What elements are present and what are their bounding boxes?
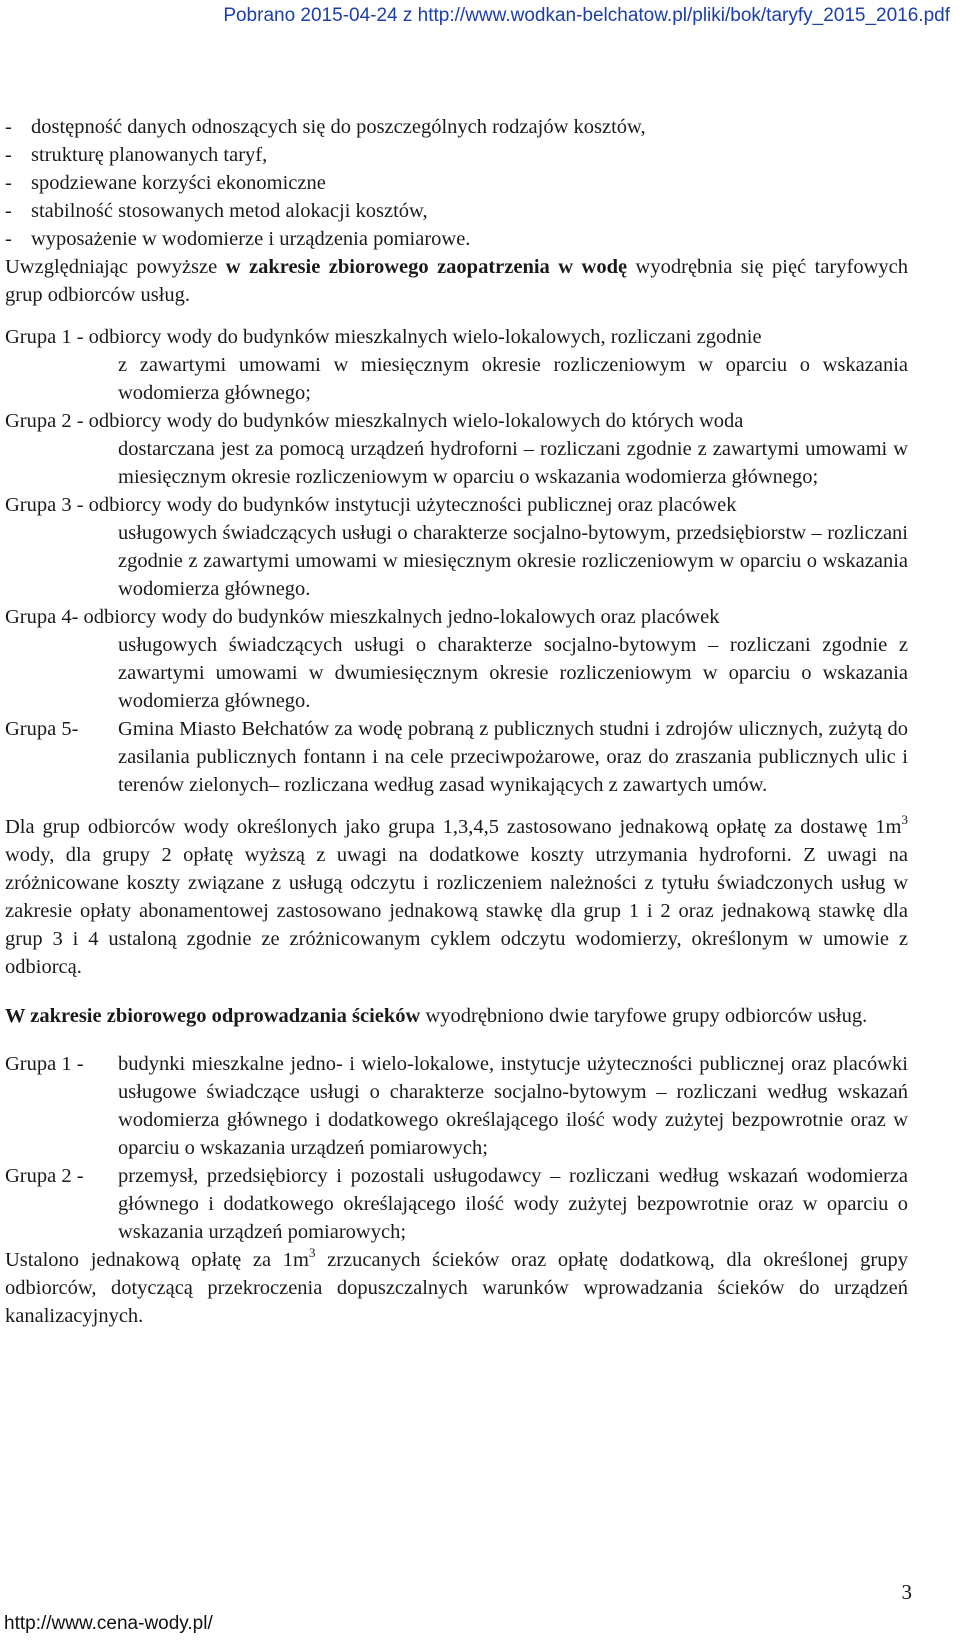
bullet-dash: - bbox=[5, 200, 12, 222]
page-number: 3 bbox=[901, 1580, 912, 1604]
group-text: przemysł, przedsiębiorcy i pozostali usługodawcy – rozliczani według wskazań wodomierza głównego i dodatkowego określającego ilość wody zużytej bezpowrotnie oraz w oparciu o wskazania urządzeń pomiarowych; bbox=[118, 1165, 908, 1243]
list-item-text: wyposażenie w wodomierze i urządzenia pomiarowe. bbox=[31, 228, 471, 250]
footer-url: http://www.cena-wody.pl/ bbox=[4, 1613, 213, 1634]
list-item bbox=[5, 141, 908, 169]
water-group-1 bbox=[5, 323, 908, 407]
group-text: z zawartymi umowami w miesięcznym okresie rozliczeniowym w oparciu o wskazania wodomierza głównego; bbox=[118, 354, 908, 404]
intro-bold: w zakresie zbiorowego zaopatrzenia w wodę bbox=[225, 256, 628, 278]
bullet-dash: - bbox=[5, 228, 12, 250]
water-group-4 bbox=[5, 603, 908, 715]
bullet-dash: - bbox=[5, 116, 12, 138]
group-label: Grupa 2 - bbox=[5, 1165, 84, 1187]
list-item-text: dostępność danych odnoszących się do poszczególnych rodzajów kosztów, bbox=[31, 116, 646, 138]
water-group-2 bbox=[5, 407, 908, 491]
list-item-text: stabilność stosowanych metod alokacji kosztów, bbox=[31, 200, 428, 222]
water-group-5 bbox=[5, 715, 908, 799]
list-item-text: spodziewane korzyści ekonomiczne bbox=[31, 172, 326, 194]
group-text: dostarczana jest za pomocą urządzeń hydroforni – rozliczani zgodnie z zawartymi umowami w miesięcznym okresie rozliczeniowym w oparciu o wskazania wodomierza głównego; bbox=[118, 438, 908, 488]
list-item bbox=[5, 225, 908, 253]
bullet-dash: - bbox=[5, 144, 12, 166]
list-item bbox=[5, 169, 908, 197]
superscript: 3 bbox=[308, 1245, 316, 1261]
sewage-pricing-paragraph: Ustalono jednakową opłatę za $1m^3$ zrzucanych ścieków oraz opłatę dodatkową, dla określonej grupy odbiorców, dotyczącą przekroczenia dopuszczalnych warunków wprowadzania ścieków do urządzeń kanalizacyjnych. bbox=[5, 1245, 908, 1327]
sewage-intro-bold: W zakresie zbiorowego odprowadzania ścieków bbox=[5, 1005, 421, 1027]
group-head: Grupa 2 - odbiorcy wody do budynków mieszkalnych wielo-lokalowych do których woda bbox=[5, 410, 744, 432]
superscript: 3 bbox=[901, 812, 908, 828]
source-header: Pobrano 2015-04-24 z http://www.wodkan-belchatow.pl/pliki/bok/taryfy_2015_2016.pdf bbox=[223, 5, 950, 26]
bullet-dash: - bbox=[5, 172, 12, 194]
group-text: usługowych świadczących usługi o charakterze socjalno-bytowym – rozliczani zgodnie z zawartymi umowami w dwumiesięcznym okresie rozliczeniowym w oparciu o wskazania wodomierza głównego. bbox=[118, 634, 908, 712]
group-text: Gmina Miasto Bełchatów za wodę pobraną z publicznych studni i zdrojów ulicznych, zużytą do zasilania publicznych fontann i na cele przeciwpożarowe, oraz do zraszania publicznych ulic i terenów zielonych– rozliczana według zasad wynikających z zawartych umów. bbox=[118, 718, 908, 796]
sewage-group-list bbox=[5, 1050, 908, 1246]
group-text: usługowych świadczących usługi o charakterze socjalno-bytowym, przedsiębiorstw – rozliczani zgodnie z zawartymi umowami w miesięcznym okresie rozliczeniowym w oparciu o wskazania wodomierza głównego. bbox=[118, 522, 908, 600]
sewage-group-1 bbox=[5, 1050, 908, 1162]
group-head: Grupa 3 - odbiorcy wody do budynków instytucji użyteczności publicznej oraz placówek bbox=[5, 494, 737, 516]
list-item-text: strukturę planowanych taryf, bbox=[31, 144, 268, 166]
group-text: budynki mieszkalne jedno- i wielo-lokalowe, instytucje użyteczności publicznej oraz placówki usługowe świadczące usługi o charakterze socjalno-bytowym – rozliczani według wskazań wodomierza głównego i dodatkowego określającego ilość wody zużytej bezpowrotnie oraz w oparciu o wskazania urządzeń pomiarowych; bbox=[118, 1053, 908, 1159]
water-group-list bbox=[5, 323, 908, 799]
sewage-intro-paragraph: W zakresie zbiorowego odprowadzania ścieków wyodrębniono dwie taryfowe grupy odbiorców usług. bbox=[5, 1005, 868, 1027]
water-group-3 bbox=[5, 491, 908, 603]
sewage-group-2 bbox=[5, 1162, 908, 1246]
water-pricing-paragraph: Dla grup odbiorców wody określonych jako grupa 1,3,4,5 zastosowano jednakową opłatę za dostawę $1m^3$ wody, dla grupy 2 opłatę wyższą z uwagi na dodatkowe koszty utrzymania hydroforni. Z uwagi na zróżnicowane koszty związane z usługą odczytu i rozliczeniem należności z tytułu świadczonych usług w zakresie opłaty abonamentowej zastosowano jednakową stawkę dla grup 1 i 2 oraz jednakową stawkę dla grup 3 i 4 ustaloną zgodnie ze zróżnicowanym cyklem odczytu wodomierzy, określonym w umowie z odbiorcą. bbox=[5, 812, 908, 978]
intro-paragraph: Uwzględniając powyższe w zakresie zbiorowego zaopatrzenia w wodę wyodrębnia się pięć taryfowych grup odbiorców usług. bbox=[5, 256, 908, 306]
bullet-list bbox=[5, 113, 908, 253]
document-body bbox=[5, 113, 908, 1330]
group-head: Grupa 1 - odbiorcy wody do budynków mieszkalnych wielo-lokalowych, rozliczani zgodnie bbox=[5, 326, 762, 348]
group-head: Grupa 4- odbiorcy wody do budynków mieszkalnych jedno-lokalowych oraz placówek bbox=[5, 606, 720, 628]
group-label: Grupa 1 - bbox=[5, 1053, 84, 1075]
group-label: Grupa 5- bbox=[5, 718, 79, 740]
list-item bbox=[5, 113, 908, 141]
list-item bbox=[5, 197, 908, 225]
